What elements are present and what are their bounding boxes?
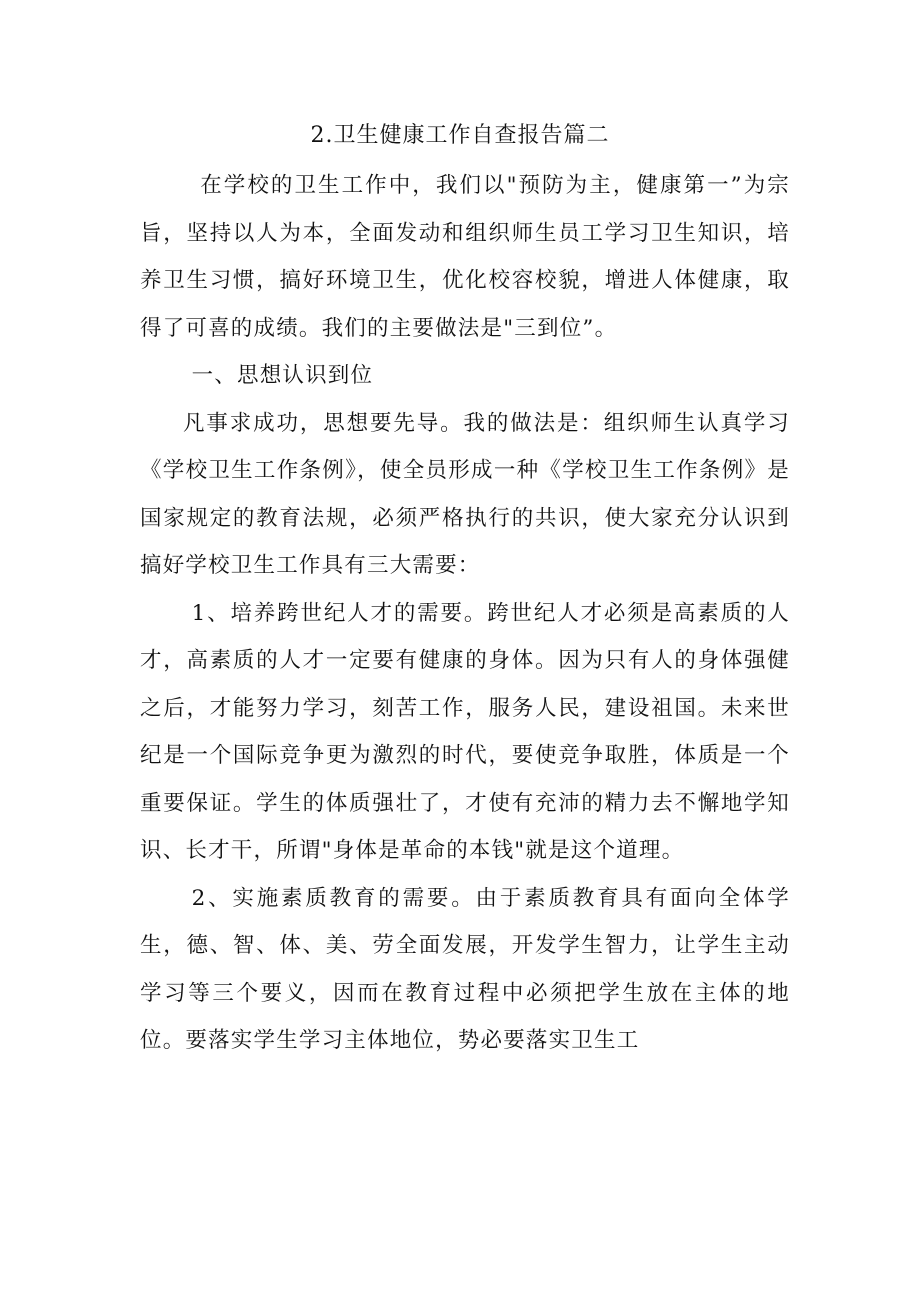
document-body [140,162,790,1065]
list-item-1: 1、培养跨世纪人才的需要。跨世纪人才必须是高素质的人才，高素质的人才一定要有健康的身体。因为只有人的身体强健之后，才能努力学习，刻苦工作，服务人民，建设祖国。未来世纪是一个国际竞争更为激烈的时代，要使竞争取胜，体质是一个重要保证。学生的体质强壮了，才使有充沛的精力去不懈地学知识、长才干，所谓"身体是革命的本钱"就是这个道理。 [140,600,790,863]
section-body-paragraph: 凡事求成功，思想要先导。我的做法是：组织师生认真学习《学校卫生工作条例》，使全员形成一种《学校卫生工作条例》是国家规定的教育法规，必须严格执行的共识，使大家充分认识到搞好学校卫生工作具有三大需要： [140,410,790,578]
section-heading: 一、思想认识到位 [191,363,374,388]
list-item-2: 2、实施素质教育的需要。由于素质教育具有面向全体学生，德、智、体、美、劳全面发展，开发学生智力，让学生主动学习等三个要义，因而在教育过程中必须把学生放在主体的地位。要落实学生学习主体地位，势必要落实卫生工 [140,885,790,1053]
document-title: 2.卫生健康工作自查报告篇二 [310,123,610,148]
intro-paragraph: 在学校的卫生工作中，我们以"预防为主，健康第一”为宗旨，坚持以人为本，全面发动和组织师生员工学习卫生知识，培养卫生习惯，搞好环境卫生，优化校容校貌，增进人体健康，取得了可喜的成绩。我们的主要做法是"三到位”。 [140,173,790,341]
